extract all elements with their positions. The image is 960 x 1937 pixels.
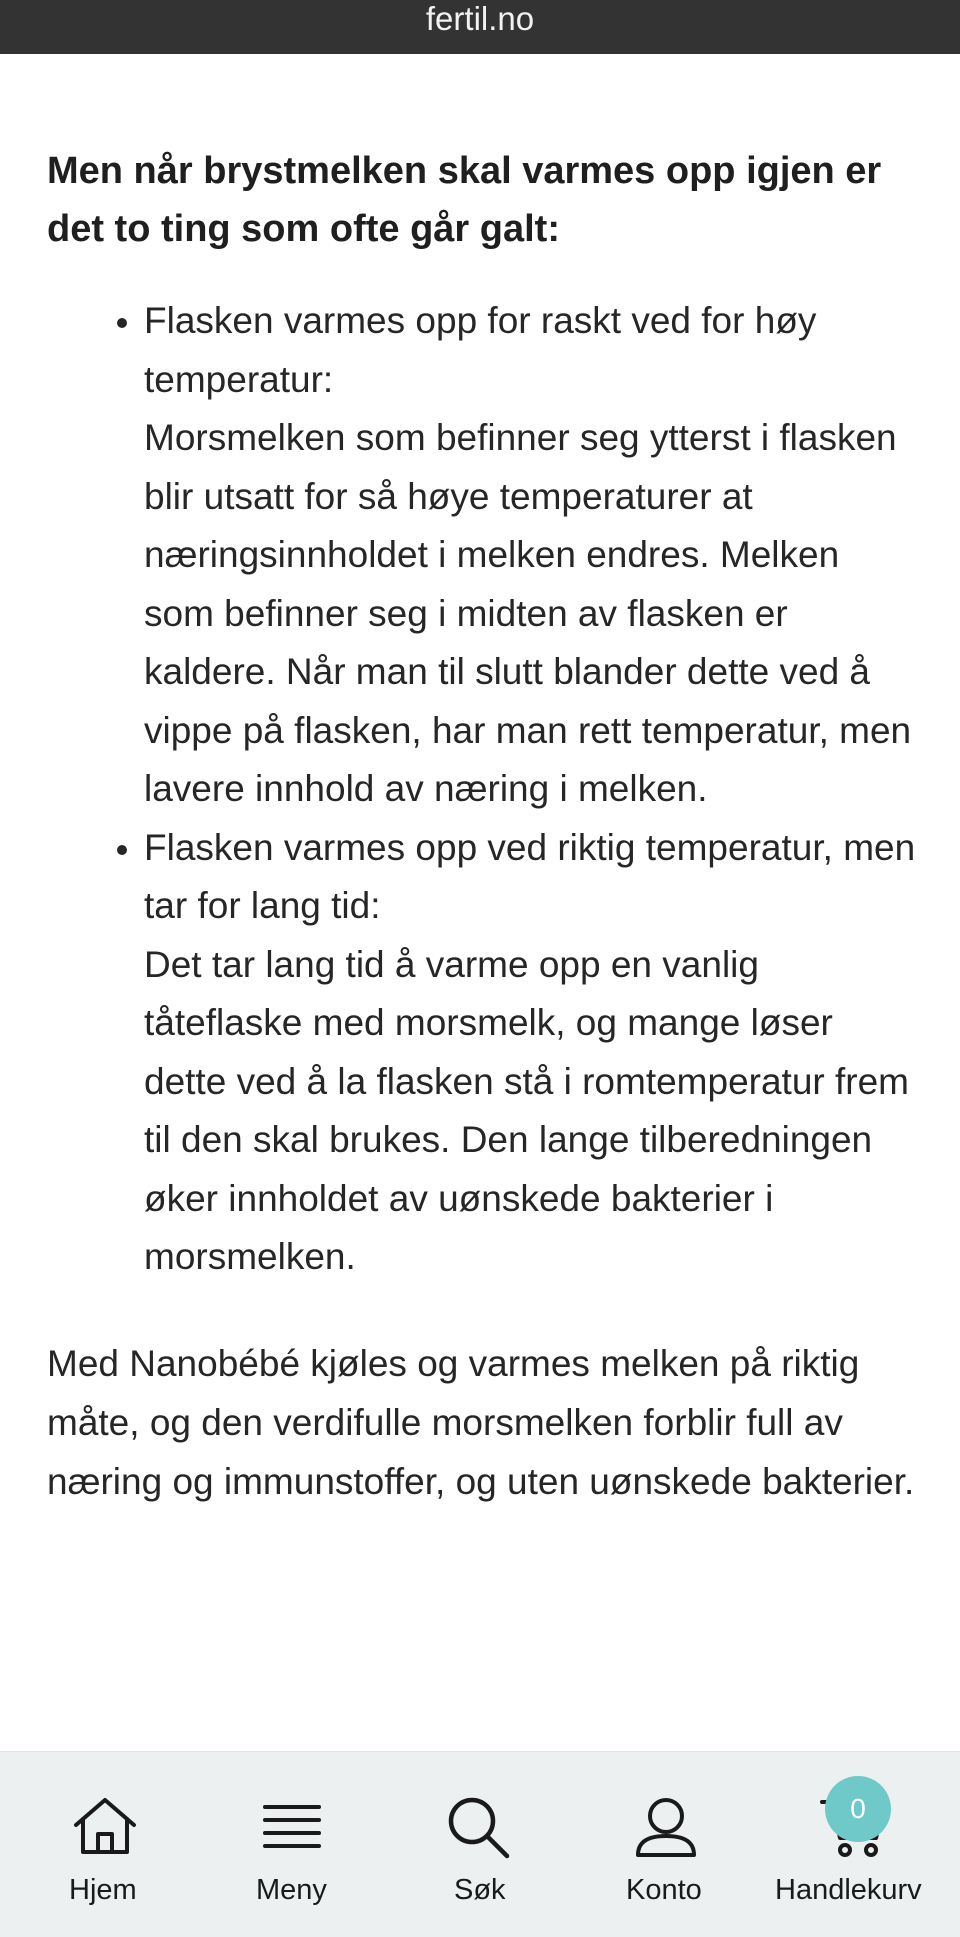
list-item (144, 292, 917, 819)
nav-item-cart[interactable] (770, 1752, 940, 1937)
article-paragraph: Med Nanobébé kjøles og varmes melken på riktig måte, og den verdifulle morsmelken forblir full av næring og immunstoffer, og uten uønskede bakterier. (47, 1342, 915, 1502)
article-content (47, 142, 917, 1511)
nav-item-home[interactable] (45, 1752, 165, 1937)
nav-label-cart: Handlekurv (775, 1874, 922, 1906)
cart-count-badge: 0 (825, 1776, 891, 1842)
search-icon (443, 1792, 513, 1862)
home-icon (70, 1792, 140, 1862)
nav-label-home: Hjem (69, 1874, 137, 1906)
browser-url-bar[interactable] (0, 0, 960, 54)
list-item (144, 819, 917, 1287)
nav-item-menu[interactable] (232, 1752, 352, 1937)
nav-label-account: Konto (626, 1874, 702, 1906)
nav-item-account[interactable] (606, 1752, 726, 1937)
article-heading: Men når brystmelken skal varmes opp igjen er det to ting som ofte går galt: (47, 150, 882, 250)
bottom-navigation (0, 1751, 960, 1937)
nav-label-menu: Meny (256, 1874, 327, 1906)
list-item-title: • Flasken varmes opp ved riktig temperatur, men tar for lang tid: (144, 826, 916, 926)
list-item-body: Morsmelken som befinner seg ytterst i flasken blir utsatt for så høye temperaturer at næringsinnholdet i melken endres. Melken som befinner seg i midten av flasken er kaldere. Når man til slutt blander dette ved å vippe på flasken, har man rett temperatur, men lavere innhold av næring i melken. (144, 417, 912, 809)
list-item-body: Det tar lang tid å varme opp en vanlig tåteflaske med morsmelk, og mange løser dette ved å la flasken stå i romtemperatur frem til den skal brukes. Den lange tilberedningen øker innholdet av uønskede bakterier i morsmelken. (144, 943, 910, 1277)
nav-label-search: Søk (454, 1874, 506, 1906)
nav-item-search[interactable] (418, 1752, 538, 1937)
menu-icon (257, 1792, 327, 1862)
browser-url-text: fertil.no (425, 0, 535, 37)
problem-list (47, 292, 917, 1287)
user-icon (631, 1792, 701, 1862)
list-item-title: • Flasken varmes opp for raskt ved for høy temperatur: (144, 300, 817, 400)
